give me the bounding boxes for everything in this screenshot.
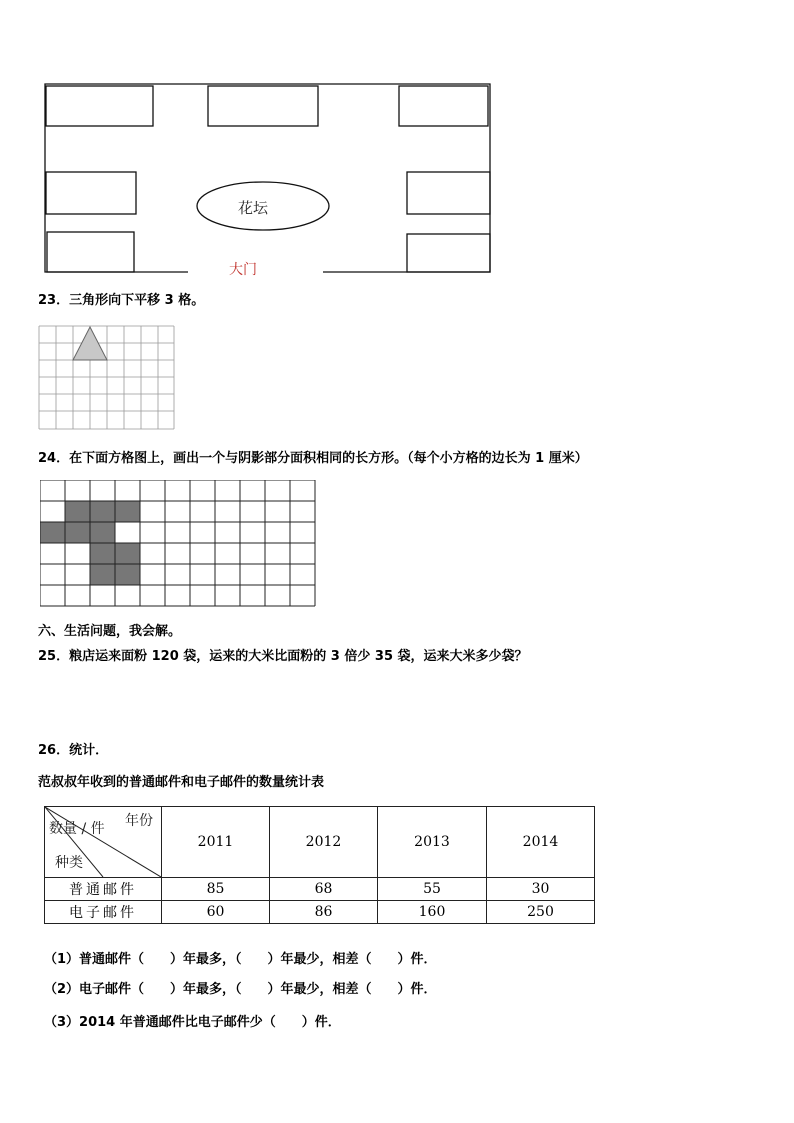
table-row bbox=[45, 878, 595, 901]
table-title: 范叔叔年收到的普通邮件和电子邮件的数量统计表 bbox=[38, 775, 325, 790]
flower-bed-label: 花坛 bbox=[237, 199, 269, 217]
subquestion-3: （3）2014 年普通邮件比电子邮件少（ ）件． bbox=[44, 1015, 341, 1030]
table-cell: 60 bbox=[162, 901, 270, 924]
corner-year-label: 年份 bbox=[125, 813, 153, 829]
row-label: 普通邮件 bbox=[45, 878, 162, 901]
subquestion-1: （1）普通邮件（ ）年最多，（ ）年最少，相差（ ）件． bbox=[44, 952, 437, 967]
question-24: 24．在下面方格图上，画出一个与阴影部分面积相同的长方形。（每个小方格的边长为 1 厘米） bbox=[38, 451, 588, 466]
row-label: 电子邮件 bbox=[45, 901, 162, 924]
corner-cell bbox=[45, 807, 162, 878]
table-cell: 160 bbox=[378, 901, 487, 924]
stats-table bbox=[44, 806, 595, 924]
triangle-shape bbox=[73, 327, 107, 360]
garden-map bbox=[40, 80, 496, 278]
year-header: 2011 bbox=[162, 807, 270, 878]
corner-quantity-label: 数量 / 件 bbox=[49, 821, 105, 837]
shaded-grid bbox=[40, 480, 318, 608]
table-cell: 85 bbox=[162, 878, 270, 901]
year-header: 2013 bbox=[378, 807, 487, 878]
table-cell: 55 bbox=[378, 878, 487, 901]
triangle-grid bbox=[38, 325, 176, 431]
gate-label: 大门 bbox=[229, 262, 257, 278]
section-6-title: 六、生活问题，我会解。 bbox=[38, 624, 182, 639]
question-23: 23．三角形向下平移 3 格。 bbox=[38, 293, 205, 308]
table-row bbox=[45, 901, 595, 924]
question-25: 25．粮店运来面粉 120 袋，运来的大米比面粉的 3 倍少 35 袋，运来大米多少袋？ bbox=[38, 649, 528, 664]
table-cell: 30 bbox=[487, 878, 595, 901]
question-26: 26．统计． bbox=[38, 743, 109, 758]
table-cell: 86 bbox=[270, 901, 378, 924]
corner-type-label: 种类 bbox=[55, 855, 83, 871]
table-cell: 68 bbox=[270, 878, 378, 901]
year-header: 2014 bbox=[487, 807, 595, 878]
subquestion-2: （2）电子邮件（ ）年最多，（ ）年最少，相差（ ）件． bbox=[44, 982, 437, 997]
year-header: 2012 bbox=[270, 807, 378, 878]
table-cell: 250 bbox=[487, 901, 595, 924]
